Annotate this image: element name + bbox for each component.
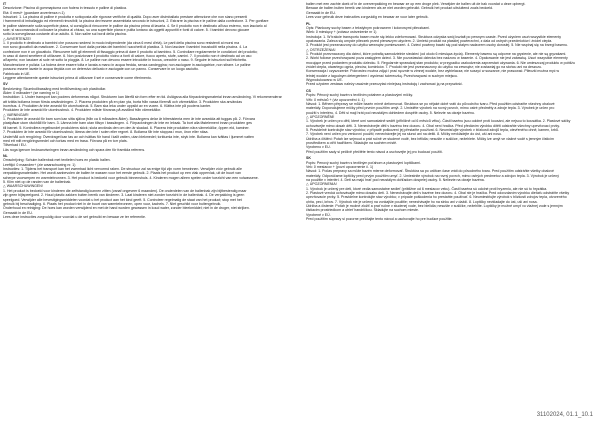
language-section-pl — [306, 22, 594, 87]
text-line: Manutenzione e pulizia: La fodera deve essere tolta e lavata a mano in acqua fredda, senza candeggina; non asciugare in asciugatrice, non stirare. Le palline — [3, 62, 251, 67]
text-line: 1. Výrobek je určen pro děti, které umí samostatně sedět (přibližně od 6 měsíců věku). Části bazénu jsou odolné proti kousání, ale nejsou to kousátka. 2. Plastové sáčky — [306, 119, 571, 124]
text-line: △ VARNINGAR! — [3, 112, 29, 117]
language-code: SV — [3, 82, 8, 87]
text-line: opakowania. Zaleca się umycie piłeczek przed pierwszym użyciem. 2. Umieść produkt na płaskiej powierzchni, z dala od ostrych przedmiotów i źródeł ciepła. — [306, 38, 553, 43]
text-line: Underhåll och rengöring: Överdraget kan tas av och tvättas för hand i kallt vatten, utan blekmedel; torktumla inte, stryk inte. Bollarna kan tvättas i ljummet vatten — [3, 134, 254, 139]
text-line: Instrukcja: 1. W trakcie transportu basen może się lekko zdeformować. Struktura odzyska swój kształt po pewnym czasie. Przed użyciem usuń wszystkie elementy — [306, 34, 562, 39]
right-column — [306, 2, 594, 406]
text-line: čistiacim prostriedkom a utrieť handričkou. Skladujte na suchom mieste. — [306, 208, 419, 213]
text-line: letniej wodzie z łagodnym detergentem i wycierać ściereczką. Przechowywać w suchym miejscu. — [306, 73, 458, 78]
text-line: Istruzioni: 1. La piscina di palline è prodotta e sottoposta alle rigorose verifiche di qualità. Dopo aver disimballato prestare attenzione che non siano presenti — [3, 15, 248, 20]
text-line: 2. Worki foliowe przechowywać poza zasięgiem dzieci. 3. Nie pozostawiać dziecka bez nadzoru w basenie. 4. Opakowanie nie jest zabawką. Usuń wszystkie elementy — [306, 56, 568, 61]
text-line: till barnet. 5. Kontrollera regelbundet produktens skick; sluta använda den om den är skadad. 6. Placera inte produkten nära värmekällor, öppen eld, kaminer. — [3, 125, 250, 130]
text-line: i frammenti di imballaggio ed elementi rimovibili; la piscina dev'essere assemblata secondo le istruzioni, 2. Estrarre la piscina e le palline dalla confezione. 3. Per gonfiare — [3, 19, 269, 24]
text-line: le palline sistemarle sulla superficie piana, si consiglia di rimuovere le palline da piscina prima di lavarla. 4. Se il prodotto non è destinato all'uso esterno, non lasciarlo al — [3, 23, 267, 28]
text-line: Beskrivning: Skumbollbassäng med textilöverdrag och plastbollar. — [3, 86, 107, 91]
text-line: materiály. Doporučujeme míčky před prvním použitím umýt. 2. Umístěte výrobek na rovný povrch, mimo ostré předměty a zdroje tepla. 3. Výrobek je určen pro — [306, 106, 555, 111]
text-line: Lees deze instructies zorgvuldig door voordat u de set gebruikt en bewaar ze ter referentie. — [3, 214, 146, 219]
text-line: Gemaakt in de EU. — [3, 210, 33, 215]
text-line: △ UPOZORNĚNÍ! — [306, 114, 335, 119]
text-line: scherpe voorwerpen en warmtebronnen. 3. Het product is bedoeld voor gebruik binnenshuis. 4. Kinderen mogen alleen spelen onder toezicht van een volwassene. — [3, 175, 259, 180]
language-code: SK — [306, 156, 311, 161]
text-line: 7. Produkten är inte avsedd för utomhusbruk; lämna den inte i solen eller regnet. 8. Bollarna får inte stoppas i mun, öron eller näsa. — [3, 130, 209, 135]
text-line: Popis: Pěnový suchý bazén s textilním potahem a plastovými míčky. — [306, 93, 413, 98]
text-line: 1. Il prodotto è destinato a bambini che possono sedersi in modo indipendente (da circa 6 mesi d'età). Le parti della piscina sono resistenti ai morsi ma — [3, 41, 240, 46]
text-line: Pred použitím súpravy si pozorne prečítajte tento návod a uschovajte ho pre budúce použitie. — [306, 217, 453, 222]
text-line: použití v interiéru. 4. Děti si mají hrát pod neustálým dohledem dospělé osoby. 5. Nelezte na okraje bazénu. — [306, 110, 475, 115]
text-line: Leggere attentamente queste istruzioni prima di utilizzare il set e conservarle come riferimento. — [3, 75, 152, 80]
text-line: 1. Het product is bedoeld voor kinderen die zelfstandig kunnen zitten (vanaf ongeveer 6 maanden). De onderdelen van de ballenbak zijn bijtbestendig maar — [3, 188, 247, 193]
text-line: Descrizione: Piscina di gommapiuma con fodera in tessuto e palline di plastica. — [3, 6, 128, 11]
text-line: att tvätta bollarna innan första användningen. 2. Placera produkten på en plan yta, borta från vassa föremål och värmekällor. 3. Produkten ska användas — [3, 99, 242, 104]
text-line: 1. Výrobok je určený pre deti, ktoré vedia samostatne sedieť (približne od 6 mesiacov veku). Časti bazéna sú odolné proti hryzeniu, ale nie sú to hryzátka. — [306, 186, 548, 191]
text-line: Bewaar de ballen buiten bereik van kinderen als ze niet worden gebruikt. Gebruik het product uitsluitend zoals bedoeld. — [306, 6, 494, 11]
text-line: non sono giocattoli da masticare. 2. Conservare fuori dalla portata dei bambini i sacchetti di plastica. 3. Non lasciare i bambini incustoditi nella piscina. 4. La — [3, 45, 248, 50]
text-line: 5. Pravidelně kontrolujte stav výrobku; v případě poškození jej přestaňte používat. 6. Neumisťujte výrobek v blízkosti zdrojů tepla, otevřeného ohně, kamen, krbů. — [306, 128, 559, 132]
text-line: upevňovacie prvky. 5. Pravidelne kontrolujte stav výrobku; v prípade poškodenia ho prestaňte používať. 6. Neumiestňujte výrobok v blízkosti zdrojov tepla, otvoreného — [306, 195, 567, 200]
text-line: plastpåsar utom räckhåll för barn. 3. Lämna inte barn utan tillsyn i bassängen. 4. Förpackningen är inte en leksak. Ta bort alla fästelement innan produkten ges — [3, 121, 252, 126]
text-line: Wiek: 0 miesięcy + (zobacz ostrzeżenie nr 1) — [306, 30, 377, 35]
text-line: sotto la sorveglianza costante di un adulto. 6. Non salire sui bordi della piscina. — [3, 32, 127, 37]
language-section-nl — [3, 154, 291, 219]
language-code: IT — [3, 2, 7, 6]
text-line: Produkten är inte avsedd för utomhusbruk. 4. Produkten måste förvaras på avstånd från värmekällor. — [3, 108, 162, 113]
language-code: PL — [306, 21, 311, 26]
text-line: 5. Klim niet op de randen van de ballenbak. — [3, 180, 72, 185]
text-line: Przed użyciem zestawu należy uważnie przeczytać niniejszą instrukcję i zachować ją na przyszłość. — [306, 82, 463, 87]
text-line: ballen met een zachte doek of in de oververpakking en bewaar ze op een droge plek. Verwijder de ballen uit de bak voordat u deze opbergt. — [306, 2, 526, 6]
text-line: Instruktion: 1. Under transport kan poolens deformeras något. Strukturen kan återfå sin form efter en tid. Avlägsna alla förpackningsmaterial innan användning. Vi rekommenderar — [3, 95, 282, 100]
text-line: zijn geen bijtspeelgoed. 2. Houd plastic zakken buiten bereik van kinderen. 3. Laat kinderen niet zonder toezicht in de ballenbak. 4. De verpakking is geen — [3, 193, 245, 198]
text-line: 1. Produkt przeznaczony dla dzieci, które potrafią samodzielnie siedzieć (od około 6 miesiąca życia). Elementy basenu są odporne na gryzienie, ale nie są gryzakami. — [306, 51, 567, 56]
text-line: mocujące przed podaniem produktu dziecku. 5. Regularnie sprawdzaj stan produktu; w przypadku uszkodzenia zaprzestań używania. 6. Nie umieszczaj produktu w pobliżu — [306, 60, 575, 65]
text-line: △ WAARSCHUWINGEN! — [3, 184, 43, 189]
text-line: △ OSTRZEŻENIA! — [306, 47, 336, 52]
text-line: na použitie v interiéri. 4. Deti sa majú hrať pod neustálym dohľadom dospelej osoby. 5. Neliezte na okraje bazéna. — [306, 177, 485, 182]
text-line: Wyprodukowano w UE. — [306, 78, 343, 83]
text-line: Vek: 0 mesiacov + (pozri upozornenie č. 1) — [306, 164, 374, 169]
text-line: Instructies: 1. Tijdens het transport kan het zwembad licht vervormd raken. De structuur zal na enige tijd zijn vorm herwinnen. Verwijder vóór gebruik alle — [3, 167, 242, 172]
text-line: Leeftijd: 0 maanden+ (zie waarschuwing nr. 1) — [3, 162, 76, 167]
text-line: Popis: Penový suchý bazén s textilným poťahom a plastovými loptičkami. — [306, 160, 421, 165]
language-code: CS — [306, 88, 311, 93]
text-line: materiály. Odporúčame loptičky pred prvým použitím umyť. 2. Umiestnite výrobok na rovný povrch, mimo ostrých predmetov a zdrojov tepla. 3. Výrobok je určený — [306, 173, 559, 178]
text-line: prostředkem a otřít hadříkem. Skladujte na suchém místě. — [306, 141, 398, 146]
text-line: verpakkingsmaterialen. Het wordt aanbevolen de ballen te wassen voor het eerste gebruik. 2. Plaats het product op een vlak oppervlak, uit de buurt van — [3, 171, 241, 176]
text-line: Konserwacja i czyszczenie: Pokrowiec można zdjąć i prać ręcznie w zimnej wodzie, bez wybielacza; nie suszyć w suszarce, nie prasować. Piłeczki można myć w — [306, 69, 560, 74]
text-line: Údržba a čištění: Potah lze sejmout a prát ručně ve studené vodě, bez bělidla; nesušte v sušičce, nežehlete. Míčky lze umýt ve vlažné vodě s jemným čisticím — [306, 136, 555, 141]
text-line: Onderhoud en reiniging: De hoes kan worden verwijderd en met de hand worden gewassen in koud water, zonder bleekmiddel; niet in de droger, niet strijken. — [3, 206, 250, 211]
text-line: Návod: 1. Počas prepravy sa môže bazén mierne deformovať. Štruktúra sa po určitom čase vráti do pôvodného tvaru. Pred použitím odstráňte všetky obalové — [306, 169, 554, 174]
text-line: △ AVVERTENZE! — [3, 36, 31, 41]
text-line: Před použitím sady si pečlivě přečtěte tento návod a uschovejte jej pro budoucí použití. — [306, 149, 443, 154]
text-line: 3. Produkt jest przeznaczony do użytku wewnątrz pomieszczeń. 4. Dzieci powinny bawić się pod stałym nadzorem osoby dorosłej. 5. Nie wspinaj się na brzegi basenu. — [306, 43, 569, 48]
text-line: 7. Výrobek není určen pro venkovní použití; nenechávejte jej na slunci ani na dešti. 8. Míčky nevkládejte do úst, uší ani nosu. — [306, 132, 502, 137]
text-line: possono essere lavate in acqua tiepida con un detersivo delicato e asciugate con un panno. Conservare in un luogo asciutto. — [3, 67, 199, 72]
text-line: Fabbricato in UE. — [3, 71, 31, 76]
text-line: Údržba a čistenie: Poťah je možné zložiť a prať ručne v studenej vode, bez bielidla; nesušte v sušičke, nežehlite. Loptičky je možné umyť vo vlažnej vode s jemným — [306, 204, 563, 209]
text-line: △ UPOZORNENIA! — [306, 182, 337, 187]
text-line: 2. Plastové vrecká uchovávajte mimo dosahu detí. 3. Nenechávajte deti v bazéne bez dozoru. 4. Obal nie je hračka. Pred odovzdaním výrobku dieťaťu odstráňte všetky — [306, 191, 570, 195]
text-line: Věk: 0 měsíců + (viz upozornění č. 1) — [306, 97, 365, 102]
text-line: Gemaakt in de EU. — [306, 10, 336, 15]
text-line: ohňa, pecí, krbov. 7. Výrobok nie je určený na vonkajšie použitie; nenechávajte ho na slnku ani v daždi. 8. Loptičky nevkladajte do úst, uší ani nosa. — [306, 199, 538, 204]
text-line: źródeł ciepła, otwartego ognia, pieców, kominków. 7. Produkt nie jest przeznaczony do użytku na zewnątrz; nie zostawiaj go na słońcu ani na deszczu. — [306, 65, 542, 69]
text-line: uchovávejte mimo dosah dětí. 3. Nenechávejte děti v bazénu bez dozoru. 4. Obal není hračka. Před předáním výrobku dítěti odstraňte všechny upevňovací prvky. — [306, 123, 560, 128]
language-section-sk — [306, 156, 594, 221]
text-line: Tillverkad i EU. — [3, 143, 27, 148]
text-line: Opis: Piankowy suchy basen z tekstylnym pokrowcem i kolorowymi piłeczkami. — [306, 25, 430, 30]
text-line: med ett milt rengöringsmedel och torkas med en trasa. Förvara på en torr plats. — [3, 138, 128, 143]
language-section — [306, 2, 594, 19]
text-line: 1. Produkten är avsedd för barn som kan sitta själva (från ca 6 månaders ålder). Bassängens delar är bitresistenta men är inte avsedda att tuggas på. 2. Förvara — [3, 117, 255, 122]
text-line: sole; si raccomanda di collocare la piscina al chiuso, su una superficie piana e pulita lontano da oggetti appuntiti e fonti di calore. 5. I bambini devono giocare — [3, 28, 250, 33]
text-line: Návod: 1. Během přepravy se může bazén mírně deformovat. Struktura se po nějaké době vrátí do původního tvaru. Před použitím odstraňte všechny obalové — [306, 101, 555, 106]
language-section-sv — [3, 82, 291, 152]
language-section-cs — [306, 89, 594, 154]
text-line: Vyrobeno v EU. — [306, 145, 331, 150]
text-line: Lees voor gebruik deze instructies zorgvuldig en bewaar ze voor later gebruik. — [306, 15, 429, 20]
text-line: gebruik bij beschadiging. 6. Plaats het product niet in de buurt van warmtebronnen, open vuur, kachels. 7. Niet geschikt voor buitengebruik. — [3, 201, 222, 206]
text-line: speelgoed. Verwijder alle bevestigingsmiddelen voordat u het product aan het kind geeft. 5. Controleer regelmatig de staat van het product; stop met het — [3, 197, 242, 202]
text-line: Età: 0 mesi+ (guardare avvertenza n.1) — [3, 10, 65, 15]
document-code: 31102024, 01.1_10.1 — [536, 412, 593, 418]
language-section-it — [3, 2, 291, 80]
text-line: Ålder: 0 månader+ (se varning nr 1) — [3, 91, 60, 96]
text-line: all'aperto; non lasciare al sole né sotto la pioggia. 8. Le palline non devono essere introdotte in bocca, orecchie o naso. 9. Seguire le istruzioni sull'etichetta. — [3, 58, 247, 63]
text-line: confezione non è un giocattolo. Rimuovere tutti gli elementi di fissaggio prima di dare il prodotto al bambino. 5. Controllare regolarmente le condizioni del prodotto; — [3, 49, 258, 54]
text-line: Läs noga igenom bruksanvisningen innan användning och spara den för framtida referens. — [3, 147, 146, 152]
language-code: NL — [3, 154, 8, 159]
text-line: Vyrobené v EÚ. — [306, 212, 331, 217]
text-line: in caso di danni smettere di utilizzare. 6. Non posizionare il prodotto vicino a fonti di calore, fuoco aperto, stufe, camini. 7. Il prodotto non è destinato ad un uso — [3, 54, 252, 59]
text-line: Omschrijving: Schuim ballenbak met textielen hoes en plastic ballen. — [3, 158, 111, 163]
left-column — [3, 2, 291, 406]
text-line: inomhus. 4. Produkten är inte avsedd för utomhusbruk. 5. Barn ska leka under uppsikt av en vuxen. 6. Klättra inte på poolens kanter. — [3, 104, 212, 109]
